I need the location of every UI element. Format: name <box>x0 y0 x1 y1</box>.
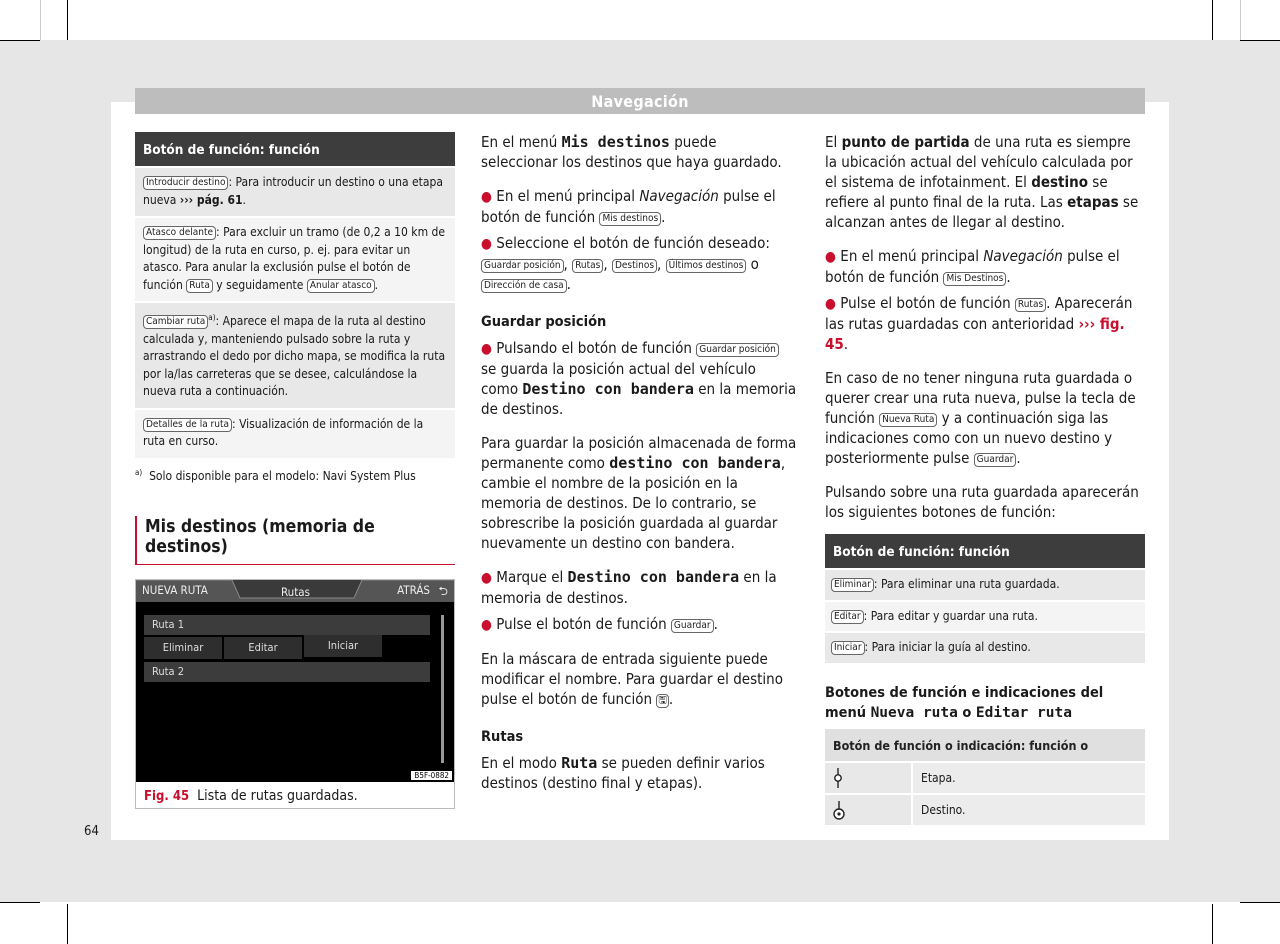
back-button: ATRÁS <box>397 582 430 597</box>
column-middle <box>481 132 797 807</box>
bullet-item: ● Pulse el botón de función Rutas . Aparecerán las rutas guardadas con anterioridad ››› fig. 45. <box>825 294 1133 353</box>
footnote-mark: a) <box>135 467 143 477</box>
function-button-label: Rutas <box>1015 298 1046 312</box>
paragraph: En la máscara de entrada siguiente puede modificar el nombre. Para guardar el destino pulse el botón de función 🖫 . <box>481 650 783 708</box>
infotainment-screen <box>136 580 454 782</box>
function-button-label: Últimos destinos <box>666 259 747 273</box>
bullet-icon: ● <box>481 617 492 633</box>
start-button: Iniciar <box>304 635 382 657</box>
figure-caption <box>136 782 454 808</box>
paragraph: En caso de no tener ninguna ruta guardada o querer crear una ruta nueva, pulse la tecla de función Nueva Ruta y a continuación siga las indicaciones como con un nuevo destino y posteriormente pulse Guardar . <box>825 369 1136 467</box>
bullet-item: ● Pulse el botón de función Guardar . <box>481 615 718 633</box>
function-button-label: Detalles de la ruta <box>143 418 232 432</box>
row-text: : Aparece el mapa de la ruta al destino calculada y, manteniendo pulsado sobre la ruta y arrastrando el dedo por dicho mapa, se modifica la ruta por la/las carreteras que se desee, calculándose la nueva ruta a continuación. <box>143 314 446 398</box>
function-button-label: Nueva Ruta <box>879 413 937 427</box>
table-row <box>135 303 455 408</box>
paragraph: En el menú Mis destinos puede seleccionar los destinos que haya guardado. <box>481 133 782 171</box>
subheading: Rutas <box>481 729 524 745</box>
table-row <box>825 763 1145 793</box>
crop-mark <box>1212 0 1213 40</box>
screen-top-bar <box>136 580 454 602</box>
new-route-button: NUEVA RUTA <box>142 582 208 597</box>
row-text: . <box>242 192 246 207</box>
bullet-item: ● En el menú principal Navegación pulse el botón de función Mis destinos . <box>481 187 776 226</box>
table-header: Botón de función o indicación: función o <box>825 729 1145 761</box>
column-left <box>135 132 455 809</box>
destination-icon <box>825 795 911 825</box>
crop-mark <box>67 904 68 944</box>
table-header: Botón de función: función <box>135 132 455 166</box>
table-row <box>825 795 1145 825</box>
bullet-item: ● Pulsando el botón de función Guardar posición se guarda la posición actual del vehículo como Destino con bandera en la memoria de destinos. <box>481 339 797 418</box>
crop-mark <box>0 40 40 41</box>
page-reference: ››› pág. 61 <box>179 192 243 207</box>
function-button-label: Guardar <box>974 453 1017 467</box>
edit-button: Editar <box>224 637 302 659</box>
function-button-label: Guardar posición <box>696 343 779 357</box>
crop-mark <box>1240 40 1280 41</box>
paragraph: En el modo Ruta se pueden definir varios destinos (destino final y etapas). <box>481 754 765 792</box>
menu-name: Mis destinos <box>561 133 670 151</box>
row-text: y seguidamente <box>212 277 307 292</box>
function-button-label: Atasco delante <box>143 226 216 240</box>
figure-45 <box>135 579 455 809</box>
bullet-item: ● Seleccione el botón de función deseado: Guardar posición , Rutas , Destinos , Últimos destinos o Dirección de casa . <box>481 234 770 293</box>
function-button-label: Destinos <box>612 259 657 273</box>
figure-number: Fig. 45 <box>144 788 190 804</box>
table-row <box>135 218 455 301</box>
function-button-label: Guardar posición <box>481 259 564 273</box>
table-row <box>135 168 455 216</box>
crop-mark <box>40 0 41 40</box>
function-table <box>825 534 1145 663</box>
table-row: Editar : Para editar y guardar una ruta. <box>825 602 1145 632</box>
function-button-label: Mis Destinos <box>943 272 1006 286</box>
function-button-label: Iniciar <box>831 641 865 655</box>
bullet-item: ● Marque el Destino con bandera en la memoria de destinos. <box>481 568 777 607</box>
crop-mark <box>1240 0 1241 40</box>
section-title: Mis destinos (memoria de destinos) <box>135 516 455 565</box>
crop-mark <box>67 0 68 40</box>
route-row: Ruta 1 <box>144 615 430 635</box>
bullet-icon: ● <box>825 249 836 265</box>
table-header: Botón de función: función <box>825 534 1145 568</box>
table-row: Iniciar : Para iniciar la guía al destino. <box>825 633 1145 663</box>
function-table <box>135 132 455 458</box>
row-text: : Para introducir un destino o una etapa nueva <box>143 175 443 207</box>
footnote <box>135 468 455 483</box>
save-icon: 🖫 <box>658 695 667 706</box>
column-right <box>825 132 1145 825</box>
function-button-label: Guardar <box>671 619 714 633</box>
scrollbar <box>441 615 444 763</box>
subheading: Guardar posición <box>481 314 607 330</box>
function-button-label: Dirección de casa <box>481 279 567 293</box>
function-button-label: Cambiar ruta <box>143 315 208 329</box>
function-button-label: Mis destinos <box>599 212 661 226</box>
row-text: : Para excluir un tramo (de 0,2 a 10 km de longitud) de la ruta en curso, p. ej. para evitar un atasco. Para anular la exclusión pulse el botón de función <box>143 225 446 292</box>
indication-table <box>825 729 1145 825</box>
bullet-item: ● En el menú principal Navegación pulse el botón de función Mis Destinos . <box>825 247 1120 286</box>
function-button-label: Rutas <box>572 259 603 273</box>
paragraph: El punto de partida de una ruta es siempre la ubicación actual del vehículo calculada por el sistema de infotainment. El destino se refiere al punto final de la ruta. Las etapas se alcanzan antes de llegar al destino. <box>825 133 1139 231</box>
footnote-text: Solo disponible para el modelo: Navi System Plus <box>149 468 416 483</box>
function-button-label: Editar <box>831 610 864 624</box>
function-button-label: Eliminar <box>831 578 874 592</box>
row-text: Etapa. <box>913 763 1145 793</box>
back-arrow-icon: ⮌ <box>438 583 448 598</box>
figure-code: B5F-0882 <box>411 771 452 780</box>
subheading: Botones de función e indicaciones del menú Nueva ruta o Editar ruta <box>825 684 1104 721</box>
caption-text: Lista de rutas guardadas. <box>197 787 358 804</box>
table-row <box>135 410 455 458</box>
row-text: . <box>374 277 379 292</box>
route-row: Ruta 2 <box>144 662 430 682</box>
row-text: Destino. <box>913 795 1145 825</box>
waypoint-icon <box>825 763 911 793</box>
bullet-icon: ● <box>481 341 492 357</box>
table-row: Eliminar : Para eliminar una ruta guardada. <box>825 570 1145 600</box>
bullet-icon: ● <box>825 296 836 312</box>
row-text: : Visualización de información de la ruta en curso. <box>143 416 424 448</box>
screen-title: Rutas <box>281 584 311 599</box>
delete-button: Eliminar <box>144 637 222 659</box>
footnote-ref: a) <box>208 313 216 322</box>
bullet-icon: ● <box>481 236 492 252</box>
function-button-label: Introducir destino <box>143 176 228 190</box>
page-number: 64 <box>84 824 99 839</box>
page-header: Navegación <box>135 88 1145 114</box>
function-button-label: Ruta <box>186 279 213 293</box>
bullet-icon: ● <box>481 570 492 586</box>
crop-mark <box>1212 904 1213 944</box>
crop-mark <box>0 902 40 903</box>
paragraph: Pulsando sobre una ruta guardada aparecerán los siguientes botones de función: <box>825 483 1139 521</box>
crop-mark <box>1240 902 1280 903</box>
function-button-label: Anular atasco <box>307 279 375 293</box>
bullet-icon: ● <box>481 189 492 205</box>
paragraph: Para guardar la posición almacenada de forma permanente como destino con bandera, cambie el nombre de la posición en la memoria de destinos. De lo contrario, se sobrescribe la posición guardada al guardar nuevamente un destino con bandera. <box>481 434 797 552</box>
